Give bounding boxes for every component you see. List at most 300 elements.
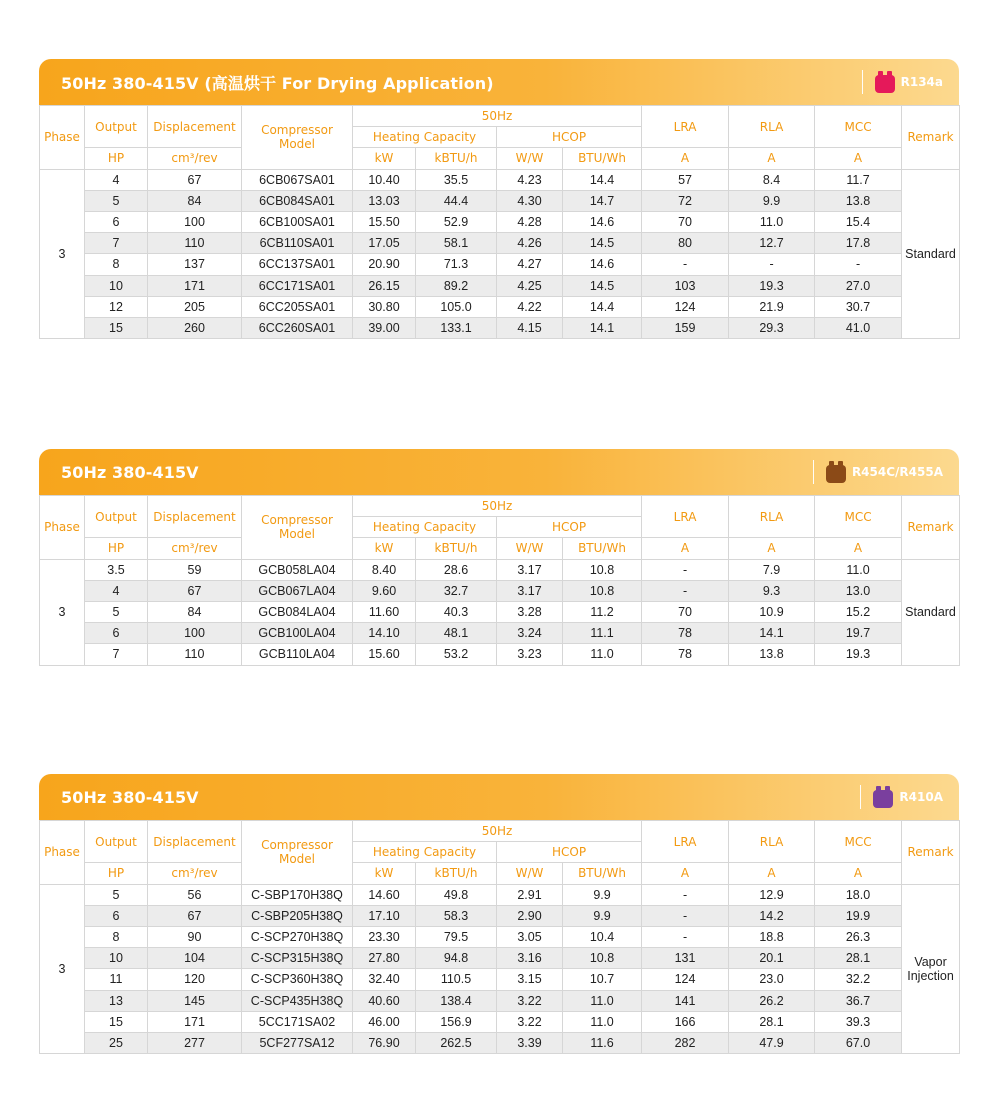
compressor-model-cell: 6CC171SA01	[242, 275, 353, 296]
remark-cell: Standard	[902, 559, 960, 665]
hcop-btu-cell: 14.4	[563, 169, 642, 190]
hcop-ww-cell: 3.15	[497, 969, 563, 990]
table-row	[40, 644, 960, 665]
heating-kbtu-cell: 262.5	[416, 1032, 497, 1053]
output-hp-cell: 4	[85, 580, 148, 601]
remark-header: Remark	[902, 106, 960, 170]
rla-cell: 12.9	[729, 884, 815, 905]
table-title: 50Hz 380-415V	[61, 787, 199, 807]
output-hp-cell: 5	[85, 190, 148, 211]
heating-kw-cell: 15.50	[353, 211, 416, 232]
freq-header: 50Hz	[353, 106, 642, 127]
remark-header: Remark	[902, 496, 960, 560]
displacement-cell: 104	[148, 948, 242, 969]
heating-kbtu-cell: 105.0	[416, 296, 497, 317]
table-row	[40, 905, 960, 926]
spec-panel-r410a	[39, 774, 959, 1054]
compressor-model-cell: GCB058LA04	[242, 559, 353, 580]
unit-displacement: cm³/rev	[148, 148, 242, 169]
compressor-model-cell: C-SCP315H38Q	[242, 948, 353, 969]
heating-kw-cell: 26.15	[353, 275, 416, 296]
hcop-btu-cell: 14.5	[563, 233, 642, 254]
lra-header: LRA	[642, 821, 729, 863]
displacement-cell: 145	[148, 990, 242, 1011]
hcop-btu-cell: 9.9	[563, 905, 642, 926]
unit-rla: A	[729, 148, 815, 169]
displacement-cell: 110	[148, 644, 242, 665]
displacement-cell: 100	[148, 211, 242, 232]
displacement-cell: 59	[148, 559, 242, 580]
rla-cell: 12.7	[729, 233, 815, 254]
table-row	[40, 623, 960, 644]
lra-cell: -	[642, 884, 729, 905]
mcc-cell: 36.7	[815, 990, 902, 1011]
output-hp-cell: 5	[85, 884, 148, 905]
unit-mcc: A	[815, 148, 902, 169]
mcc-header: MCC	[815, 821, 902, 863]
displacement-header: Displacement	[148, 106, 242, 148]
hcop-ww-cell: 2.90	[497, 905, 563, 926]
output-hp-cell: 5	[85, 601, 148, 622]
hcop-ww-cell: 4.22	[497, 296, 563, 317]
output-hp-cell: 8	[85, 926, 148, 947]
mcc-header: MCC	[815, 496, 902, 538]
unit-kw: kW	[353, 538, 416, 559]
rla-cell: 20.1	[729, 948, 815, 969]
hcop-ww-cell: 3.22	[497, 990, 563, 1011]
heating-kbtu-cell: 58.1	[416, 233, 497, 254]
hcop-btu-cell: 10.7	[563, 969, 642, 990]
table-row	[40, 1011, 960, 1032]
output-hp-cell: 7	[85, 644, 148, 665]
remark-header: Remark	[902, 821, 960, 885]
heating-kw-cell: 20.90	[353, 254, 416, 275]
mcc-cell: 28.1	[815, 948, 902, 969]
heating-kw-cell: 46.00	[353, 1011, 416, 1032]
mcc-cell: 26.3	[815, 926, 902, 947]
rla-cell: 23.0	[729, 969, 815, 990]
unit-rla: A	[729, 538, 815, 559]
refrigerant-tag	[862, 59, 959, 105]
displacement-cell: 120	[148, 969, 242, 990]
remark-cell: Vapor Injection	[902, 884, 960, 1054]
mcc-cell: 32.2	[815, 969, 902, 990]
hcop-btu-cell: 10.8	[563, 559, 642, 580]
rla-cell: 19.3	[729, 275, 815, 296]
mcc-cell: 19.9	[815, 905, 902, 926]
hcop-ww-cell: 4.23	[497, 169, 563, 190]
table-row	[40, 296, 960, 317]
mcc-cell: 67.0	[815, 1032, 902, 1053]
lra-cell: 78	[642, 623, 729, 644]
unit-displacement: cm³/rev	[148, 863, 242, 884]
heating-kw-cell: 13.03	[353, 190, 416, 211]
unit-kw: kW	[353, 863, 416, 884]
hcop-ww-cell: 3.17	[497, 559, 563, 580]
hcop-ww-cell: 3.05	[497, 926, 563, 947]
compressor-model-cell: 5CC171SA02	[242, 1011, 353, 1032]
heating-kw-cell: 17.10	[353, 905, 416, 926]
rla-cell: 13.8	[729, 644, 815, 665]
unit-mcc: A	[815, 538, 902, 559]
unit-kw: kW	[353, 148, 416, 169]
freq-header: 50Hz	[353, 496, 642, 517]
model-header: Compressor Model	[242, 106, 353, 170]
lra-cell: 166	[642, 1011, 729, 1032]
heating-kbtu-cell: 35.5	[416, 169, 497, 190]
output-hp-cell: 12	[85, 296, 148, 317]
hcop-btu-cell: 9.9	[563, 884, 642, 905]
mcc-cell: 18.0	[815, 884, 902, 905]
lra-cell: 78	[642, 644, 729, 665]
heating-kw-cell: 30.80	[353, 296, 416, 317]
freq-header: 50Hz	[353, 821, 642, 842]
heating-kw-cell: 76.90	[353, 1032, 416, 1053]
heating-kbtu-cell: 110.5	[416, 969, 497, 990]
lra-cell: 80	[642, 233, 729, 254]
displacement-cell: 100	[148, 623, 242, 644]
displacement-cell: 84	[148, 601, 242, 622]
hcop-btu-cell: 11.6	[563, 1032, 642, 1053]
rla-cell: 18.8	[729, 926, 815, 947]
heating-kbtu-cell: 156.9	[416, 1011, 497, 1032]
displacement-cell: 90	[148, 926, 242, 947]
mcc-cell: 11.7	[815, 169, 902, 190]
spec-table	[39, 820, 960, 1054]
rla-cell: 9.3	[729, 580, 815, 601]
lra-cell: 131	[642, 948, 729, 969]
heating-kw-cell: 9.60	[353, 580, 416, 601]
table-row	[40, 275, 960, 296]
heating-kw-cell: 39.00	[353, 317, 416, 338]
unit-rla: A	[729, 863, 815, 884]
lra-cell: 124	[642, 296, 729, 317]
heating-kbtu-cell: 138.4	[416, 990, 497, 1011]
table-title: 50Hz 380-415V (高温烘干 For Drying Application)	[61, 73, 494, 93]
heating-kw-cell: 17.05	[353, 233, 416, 254]
compressor-model-cell: C-SBP170H38Q	[242, 884, 353, 905]
lra-cell: 124	[642, 969, 729, 990]
hcop-ww-cell: 3.24	[497, 623, 563, 644]
table-row	[40, 190, 960, 211]
refrigerant-label: R134a	[900, 75, 943, 89]
heating-kbtu-cell: 79.5	[416, 926, 497, 947]
output-header: Output	[85, 496, 148, 538]
unit-ww: W/W	[497, 148, 563, 169]
hcop-header: HCOP	[497, 127, 642, 148]
phase-header: Phase	[40, 821, 85, 885]
compressor-model-cell: C-SCP435H38Q	[242, 990, 353, 1011]
hcop-ww-cell: 3.23	[497, 644, 563, 665]
mcc-cell: 19.3	[815, 644, 902, 665]
hcop-ww-cell: 4.25	[497, 275, 563, 296]
unit-ww: W/W	[497, 538, 563, 559]
displacement-cell: 137	[148, 254, 242, 275]
unit-mcc: A	[815, 863, 902, 884]
displacement-header: Displacement	[148, 496, 242, 538]
phase-cell: 3	[40, 169, 85, 339]
heating-kbtu-cell: 49.8	[416, 884, 497, 905]
hcop-ww-cell: 4.27	[497, 254, 563, 275]
table-banner	[39, 449, 959, 495]
table-row	[40, 884, 960, 905]
compressor-model-cell: C-SCP360H38Q	[242, 969, 353, 990]
mcc-cell: 17.8	[815, 233, 902, 254]
unit-kbtu: kBTU/h	[416, 148, 497, 169]
refrigerant-label: R454C/R455A	[851, 465, 943, 479]
rla-cell: 21.9	[729, 296, 815, 317]
compressor-model-cell: 6CB100SA01	[242, 211, 353, 232]
displacement-cell: 67	[148, 169, 242, 190]
table-row	[40, 926, 960, 947]
phase-cell: 3	[40, 884, 85, 1054]
table-row	[40, 211, 960, 232]
hcop-ww-cell: 3.17	[497, 580, 563, 601]
lra-cell: -	[642, 254, 729, 275]
rla-cell: 14.2	[729, 905, 815, 926]
heating-kbtu-cell: 71.3	[416, 254, 497, 275]
mcc-cell: -	[815, 254, 902, 275]
refrigerant-label: R410A	[899, 790, 943, 804]
mcc-cell: 27.0	[815, 275, 902, 296]
table-row	[40, 969, 960, 990]
heating-kw-cell: 14.60	[353, 884, 416, 905]
heating-kw-cell: 32.40	[353, 969, 416, 990]
hcop-ww-cell: 4.28	[497, 211, 563, 232]
heating-kw-cell: 23.30	[353, 926, 416, 947]
phase-cell: 3	[40, 559, 85, 665]
unit-kbtu: kBTU/h	[416, 538, 497, 559]
lra-cell: -	[642, 559, 729, 580]
spec-table	[39, 105, 960, 339]
hcop-header: HCOP	[497, 517, 642, 538]
unit-displacement: cm³/rev	[148, 538, 242, 559]
spec-table	[39, 495, 960, 666]
lra-cell: -	[642, 926, 729, 947]
lra-cell: 70	[642, 601, 729, 622]
hcop-ww-cell: 4.30	[497, 190, 563, 211]
heating-kbtu-cell: 32.7	[416, 580, 497, 601]
hcop-btu-cell: 11.0	[563, 644, 642, 665]
rla-header: RLA	[729, 106, 815, 148]
rla-cell: 29.3	[729, 317, 815, 338]
unit-hp: HP	[85, 863, 148, 884]
mcc-cell: 41.0	[815, 317, 902, 338]
output-hp-cell: 11	[85, 969, 148, 990]
hcop-btu-cell: 10.8	[563, 580, 642, 601]
compressor-model-cell: GCB084LA04	[242, 601, 353, 622]
compressor-model-cell: 5CF277SA12	[242, 1032, 353, 1053]
compressor-model-cell: 6CC205SA01	[242, 296, 353, 317]
table-row	[40, 559, 960, 580]
displacement-cell: 205	[148, 296, 242, 317]
displacement-cell: 171	[148, 275, 242, 296]
table-row	[40, 254, 960, 275]
displacement-cell: 67	[148, 580, 242, 601]
heating-kbtu-cell: 94.8	[416, 948, 497, 969]
heating-kbtu-cell: 44.4	[416, 190, 497, 211]
displacement-cell: 260	[148, 317, 242, 338]
compressor-model-cell: GCB067LA04	[242, 580, 353, 601]
table-row	[40, 601, 960, 622]
heating-kw-cell: 15.60	[353, 644, 416, 665]
compressor-model-cell: 6CB067SA01	[242, 169, 353, 190]
hcop-btu-cell: 11.0	[563, 1011, 642, 1032]
output-hp-cell: 15	[85, 1011, 148, 1032]
mcc-cell: 15.4	[815, 211, 902, 232]
model-header: Compressor Model	[242, 496, 353, 560]
heating-kw-cell: 27.80	[353, 948, 416, 969]
heating-kbtu-cell: 133.1	[416, 317, 497, 338]
rla-cell: 28.1	[729, 1011, 815, 1032]
mcc-cell: 13.0	[815, 580, 902, 601]
rla-cell: 7.9	[729, 559, 815, 580]
displacement-cell: 110	[148, 233, 242, 254]
heating-capacity-header: Heating Capacity	[353, 127, 497, 148]
hcop-btu-cell: 14.6	[563, 254, 642, 275]
compressor-model-cell: C-SCP270H38Q	[242, 926, 353, 947]
divider	[813, 460, 814, 484]
output-header: Output	[85, 106, 148, 148]
output-hp-cell: 15	[85, 317, 148, 338]
rla-cell: 26.2	[729, 990, 815, 1011]
rla-header: RLA	[729, 496, 815, 538]
mcc-cell: 11.0	[815, 559, 902, 580]
mcc-cell: 30.7	[815, 296, 902, 317]
lra-cell: -	[642, 905, 729, 926]
hcop-ww-cell: 3.22	[497, 1011, 563, 1032]
hcop-btu-cell: 14.5	[563, 275, 642, 296]
unit-hp: HP	[85, 148, 148, 169]
lra-cell: -	[642, 580, 729, 601]
output-hp-cell: 10	[85, 948, 148, 969]
unit-lra: A	[642, 863, 729, 884]
heating-kbtu-cell: 89.2	[416, 275, 497, 296]
heating-kbtu-cell: 28.6	[416, 559, 497, 580]
unit-lra: A	[642, 148, 729, 169]
displacement-cell: 84	[148, 190, 242, 211]
unit-btu: BTU/Wh	[563, 863, 642, 884]
heating-capacity-header: Heating Capacity	[353, 517, 497, 538]
lra-header: LRA	[642, 496, 729, 538]
divider	[862, 70, 863, 94]
hcop-btu-cell: 10.4	[563, 926, 642, 947]
rla-cell: 14.1	[729, 623, 815, 644]
spec-panel-r454c	[39, 449, 959, 666]
hcop-btu-cell: 14.7	[563, 190, 642, 211]
table-row	[40, 990, 960, 1011]
output-hp-cell: 8	[85, 254, 148, 275]
rla-cell: 10.9	[729, 601, 815, 622]
compressor-model-cell: 6CB110SA01	[242, 233, 353, 254]
refrigerant-tag	[813, 449, 959, 495]
table-row	[40, 169, 960, 190]
output-hp-cell: 10	[85, 275, 148, 296]
table-banner	[39, 774, 959, 820]
phase-header: Phase	[40, 496, 85, 560]
compressor-model-cell: C-SBP205H38Q	[242, 905, 353, 926]
heating-kw-cell: 11.60	[353, 601, 416, 622]
output-hp-cell: 4	[85, 169, 148, 190]
unit-btu: BTU/Wh	[563, 538, 642, 559]
refrigerant-tag	[860, 774, 959, 820]
hcop-btu-cell: 11.2	[563, 601, 642, 622]
model-header: Compressor Model	[242, 821, 353, 885]
heating-kw-cell: 40.60	[353, 990, 416, 1011]
hcop-ww-cell: 4.26	[497, 233, 563, 254]
rla-cell: 8.4	[729, 169, 815, 190]
refrigerant-cylinder-icon	[875, 71, 895, 93]
compressor-model-cell: 6CC137SA01	[242, 254, 353, 275]
displacement-cell: 67	[148, 905, 242, 926]
output-hp-cell: 25	[85, 1032, 148, 1053]
output-header: Output	[85, 821, 148, 863]
output-hp-cell: 6	[85, 623, 148, 644]
lra-cell: 70	[642, 211, 729, 232]
table-row	[40, 948, 960, 969]
unit-ww: W/W	[497, 863, 563, 884]
heating-capacity-header: Heating Capacity	[353, 842, 497, 863]
rla-cell: 47.9	[729, 1032, 815, 1053]
hcop-ww-cell: 3.28	[497, 601, 563, 622]
compressor-model-cell: 6CC260SA01	[242, 317, 353, 338]
unit-hp: HP	[85, 538, 148, 559]
displacement-cell: 56	[148, 884, 242, 905]
refrigerant-cylinder-icon	[873, 786, 893, 808]
unit-lra: A	[642, 538, 729, 559]
hcop-header: HCOP	[497, 842, 642, 863]
mcc-cell: 13.8	[815, 190, 902, 211]
table-row	[40, 233, 960, 254]
hcop-btu-cell: 11.1	[563, 623, 642, 644]
mcc-header: MCC	[815, 106, 902, 148]
unit-kbtu: kBTU/h	[416, 863, 497, 884]
rla-cell: -	[729, 254, 815, 275]
lra-cell: 72	[642, 190, 729, 211]
heating-kbtu-cell: 58.3	[416, 905, 497, 926]
compressor-model-cell: 6CB084SA01	[242, 190, 353, 211]
lra-cell: 103	[642, 275, 729, 296]
hcop-ww-cell: 4.15	[497, 317, 563, 338]
compressor-model-cell: GCB100LA04	[242, 623, 353, 644]
heating-kbtu-cell: 48.1	[416, 623, 497, 644]
refrigerant-cylinder-icon	[826, 461, 846, 483]
hcop-btu-cell: 14.4	[563, 296, 642, 317]
table-row	[40, 1032, 960, 1053]
mcc-cell: 15.2	[815, 601, 902, 622]
lra-cell: 282	[642, 1032, 729, 1053]
heating-kw-cell: 10.40	[353, 169, 416, 190]
output-hp-cell: 3.5	[85, 559, 148, 580]
unit-btu: BTU/Wh	[563, 148, 642, 169]
heating-kbtu-cell: 40.3	[416, 601, 497, 622]
heating-kbtu-cell: 53.2	[416, 644, 497, 665]
hcop-ww-cell: 2.91	[497, 884, 563, 905]
table-row	[40, 580, 960, 601]
phase-header: Phase	[40, 106, 85, 170]
hcop-btu-cell: 14.1	[563, 317, 642, 338]
rla-header: RLA	[729, 821, 815, 863]
hcop-ww-cell: 3.39	[497, 1032, 563, 1053]
lra-cell: 57	[642, 169, 729, 190]
heating-kbtu-cell: 52.9	[416, 211, 497, 232]
compressor-model-cell: GCB110LA04	[242, 644, 353, 665]
table-title: 50Hz 380-415V	[61, 462, 199, 482]
hcop-ww-cell: 3.16	[497, 948, 563, 969]
lra-cell: 141	[642, 990, 729, 1011]
rla-cell: 9.9	[729, 190, 815, 211]
displacement-cell: 171	[148, 1011, 242, 1032]
